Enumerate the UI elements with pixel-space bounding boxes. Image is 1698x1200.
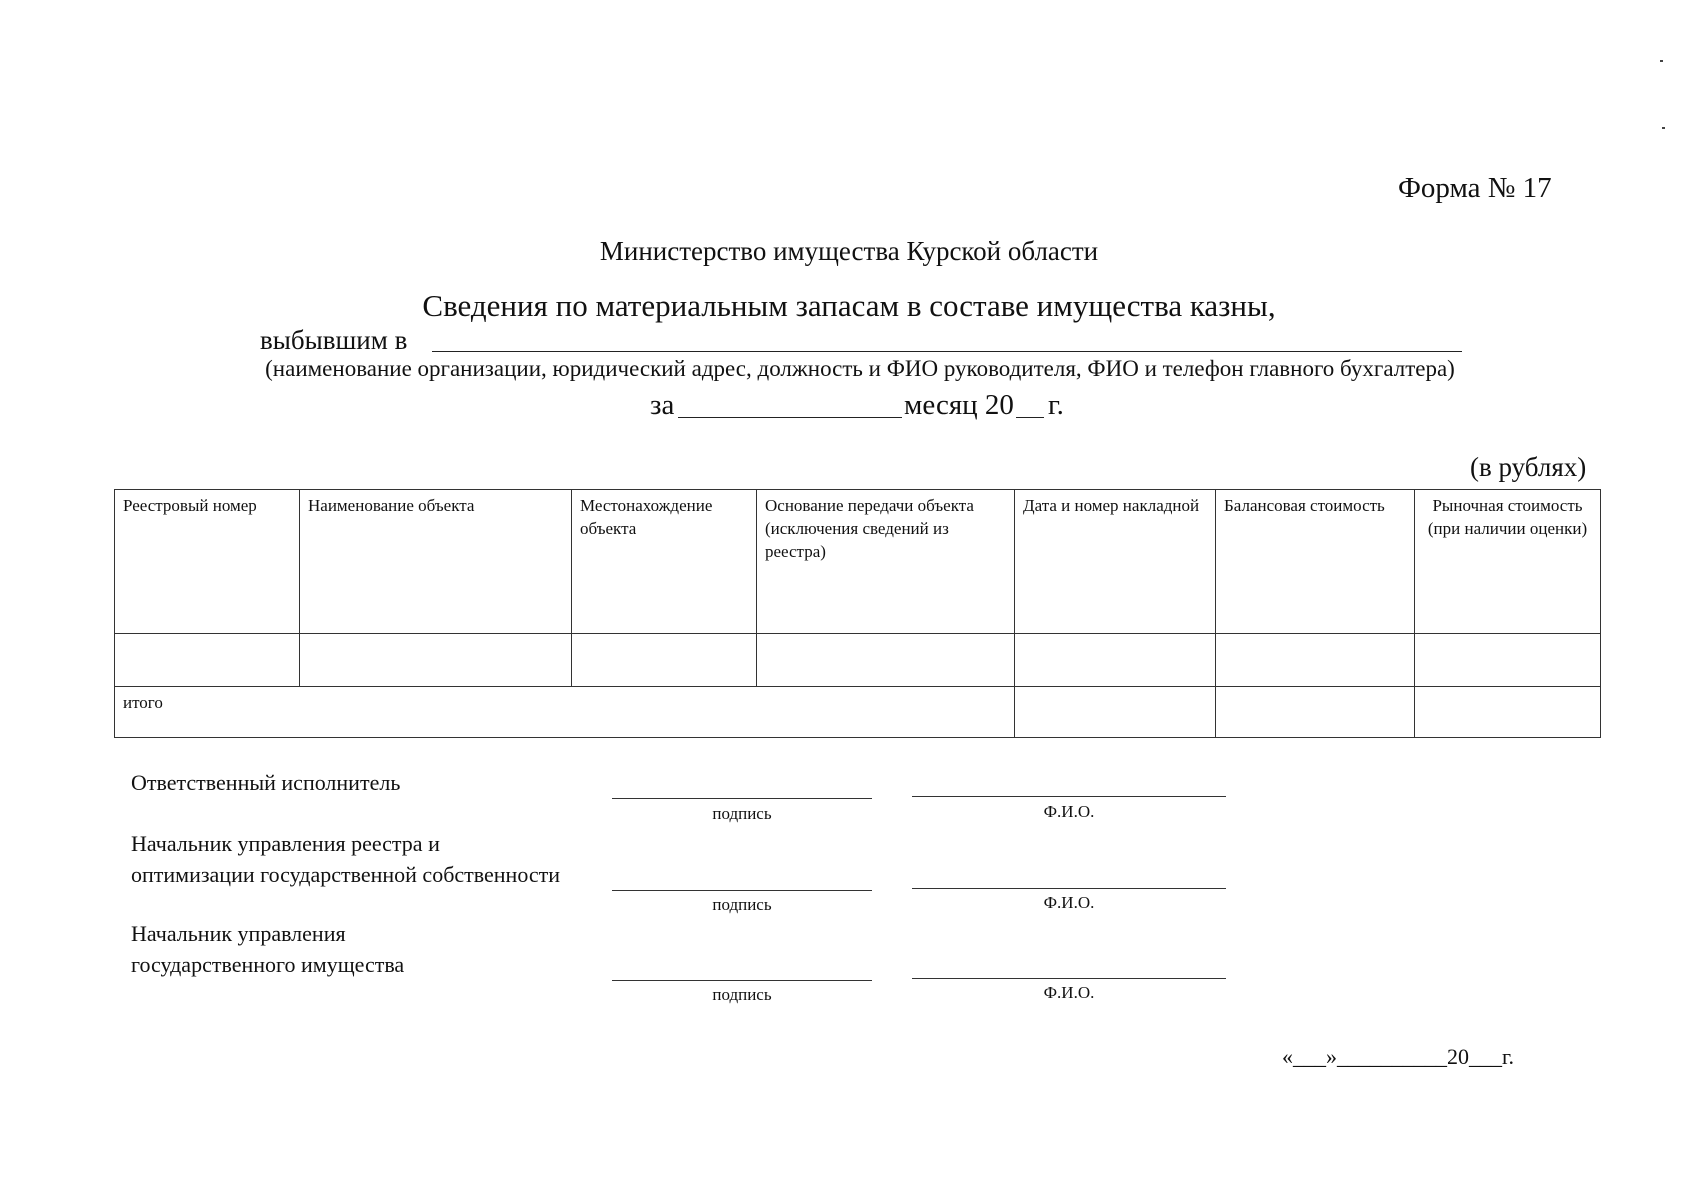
form-number: Форма № 17 <box>1398 172 1552 204</box>
scan-artifact <box>1660 60 1663 62</box>
column-header: Реестровый номер <box>115 490 300 634</box>
registry-head-label-line1: Начальник управления реестра и <box>131 831 440 856</box>
table-cell <box>1015 687 1216 738</box>
name-caption: Ф.И.О. <box>1043 893 1095 912</box>
total-label: итого <box>115 687 1015 738</box>
organization-blank-line <box>432 351 1462 352</box>
table-cell <box>300 634 572 687</box>
table-cell <box>572 634 757 687</box>
column-header: Балансовая стоимость <box>1216 490 1415 634</box>
table-cell <box>1216 687 1415 738</box>
column-header: Основание передачи объекта (исключения сведений из реестра) <box>757 490 1015 634</box>
period-blank-line <box>678 417 902 418</box>
name-caption: Ф.И.О. <box>1043 983 1095 1002</box>
table-cell <box>1415 634 1601 687</box>
column-header: Местонахождение объекта <box>572 490 757 634</box>
period-year-suffix: г. <box>1048 389 1064 421</box>
table-cell <box>1015 634 1216 687</box>
period-prefix: за <box>650 389 675 421</box>
name-caption: Ф.И.О. <box>1043 802 1095 821</box>
date-line: «___»__________20___г. <box>1282 1044 1515 1069</box>
signature-caption: подпись <box>712 804 772 823</box>
column-header: Дата и номер накладной <box>1015 490 1216 634</box>
signature-line <box>612 980 872 981</box>
total-row <box>115 687 1601 738</box>
ministry-name: Министерство имущества Курской области <box>599 236 1099 266</box>
registry-head-label-line2: оптимизации государственной собственности <box>131 862 561 887</box>
organization-hint: (наименование организации, юридический адрес, должность и ФИО руководителя, ФИО и телефон главного бухгалтера) <box>265 356 1455 381</box>
signature-caption: подпись <box>712 895 772 914</box>
property-head-label-line2: государственного имущества <box>131 952 405 977</box>
scan-artifact <box>1662 127 1665 129</box>
period-month-label: месяц 20 <box>904 389 1014 421</box>
name-line <box>912 888 1226 889</box>
disposed-to-label: выбывшим в <box>260 325 408 355</box>
table-cell <box>1415 687 1601 738</box>
column-header: Наименование объекта <box>300 490 572 634</box>
executor-label: Ответственный исполнитель <box>131 770 401 795</box>
column-header: Рыночная стоимость (при наличии оценки) <box>1415 490 1601 634</box>
signature-caption: подпись <box>712 985 772 1004</box>
signature-line <box>612 890 872 891</box>
year-blank-line <box>1016 417 1044 418</box>
table-header-row <box>115 490 1601 634</box>
inventory-table <box>114 489 1601 738</box>
table-row <box>115 634 1601 687</box>
document-title: Сведения по материальным запасам в составе имущества казны, <box>422 288 1276 323</box>
signature-line <box>612 798 872 799</box>
table-cell <box>115 634 300 687</box>
table-cell <box>757 634 1015 687</box>
property-head-label-line1: Начальник управления <box>131 921 346 946</box>
units-label: (в рублях) <box>1470 452 1587 482</box>
name-line <box>912 978 1226 979</box>
table-cell <box>1216 634 1415 687</box>
name-line <box>912 796 1226 797</box>
